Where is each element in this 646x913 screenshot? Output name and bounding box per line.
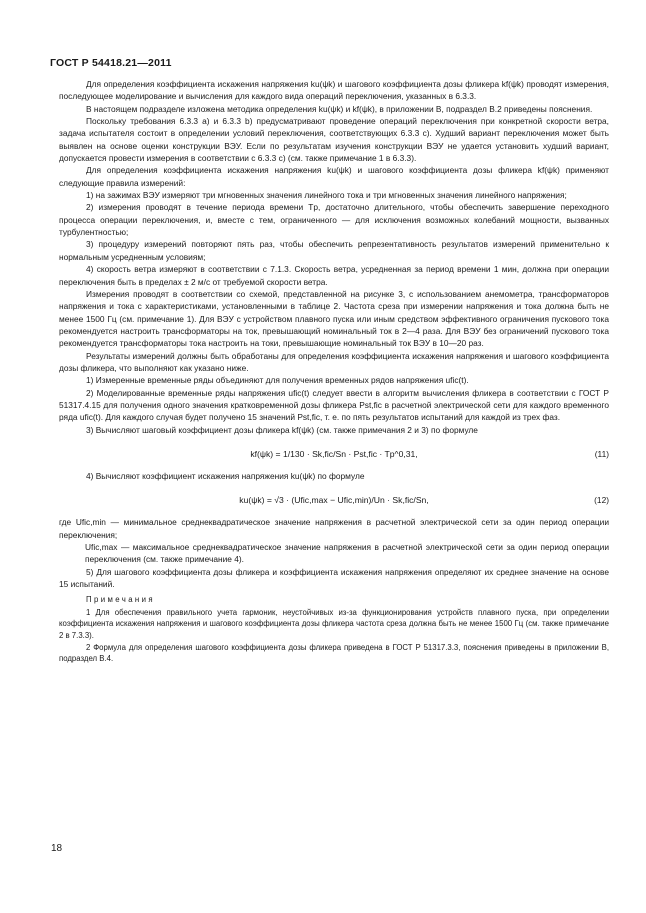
step-3: 3) Вычисляют шаговый коэффициент дозы фликера kf(ψk) (см. также примечания 2 и 3) по формуле	[86, 424, 478, 435]
paragraph-1: Для определения коэффициента искажения напряжения ku(ψk) и шагового коэффициента дозы фликера kf(ψk) проводят измерения, последующее моделирование и вычисления для каждого вида операций переключения, указанных в 6.3.3.	[59, 79, 609, 102]
notes-title: Примечания	[86, 595, 156, 605]
page-number: 18	[51, 843, 63, 854]
rule-4: 4) скорость ветра измеряют в соответствии с 7.1.3. Скорость ветра, усредненная за период времени 1 мин, должна при операции переключения быть в пределах ± 2 м/с от требуемой скорости ветра.	[59, 264, 609, 287]
note-2: 2 Формула для определения шагового коэффициента дозы фликера приведена в ГОСТ Р 51317.3.3, пояснения приведены в приложении В, подраздел В.4.	[59, 642, 609, 664]
paragraph-2: В настоящем подразделе изложена методика определения ku(ψk) и kf(ψk), в приложении В, подраздел В.2 приведены пояснения.	[86, 103, 593, 114]
document-header: ГОСТ Р 54418.21—2011	[50, 57, 172, 69]
formula-12-number: (12)	[594, 495, 609, 506]
formula-11-number: (11)	[594, 448, 609, 459]
step-1: 1) Измеренные временные ряды объединяют для получения временных рядов напряжения ufic(t).	[86, 375, 469, 386]
formula-12-row	[59, 484, 609, 516]
formula-12: ku(ψk) = √3 · (Ufic,max − Ufic,min)/Un · Sk,fic/Sn,	[239, 495, 429, 506]
paragraph-processing: Результаты измерений должны быть обработаны для определения коэффициента искажения напряжения и шагового коэффициента дозы фликера, что выполняют как указано ниже.	[59, 350, 609, 373]
step-4: 4) Вычисляют коэффициент искажения напряжения ku(ψk) по формуле	[86, 470, 365, 481]
rule-1: 1) на зажимах ВЭУ измеряют три мгновенных значения линейного тока и три мгновенных значения линейного напряжения;	[86, 190, 567, 201]
note-1: 1 Для обеспечения правильного учета гармоник, неустойчивых из-за функционирования устройств плавного пуска, при определении коэффициента искажения напряжения и шагового коэффициента дозы фликера частота среза должна быть не менее 1500 Гц (см. также примечание 2 в 7.3.3).	[59, 607, 609, 640]
formula-11-row	[59, 438, 609, 470]
rule-3: 3) процедуру измерений повторяют пять раз, чтобы обеспечить репрезентативность результатов измерений применительно к нормальным усредненным условиям;	[59, 239, 609, 262]
rule-2: 2) измерения проводят в течение периода времени Tp, достаточно длительного, чтобы обеспечить завершение переходного процесса операции переключения, и, вместе с тем, ограниченного — для исключения возможных колебаний мощности, вызванных турбулентностью;	[59, 202, 609, 238]
step-2: 2) Моделированные временные ряды напряжения ufic(t) следует ввести в алгоритм вычисления фликера в соответствии с ГОСТ Р 51317.4.15 для получения одного значения кратковременной дозы фликера Pst,fic в расчетной электрической сети для каждого временного ряда ufic(t). Для каждого случая будет получено 15 значений Pst,fic, т. е. по пять результатов испытаний для каждой из трех фаз.	[59, 387, 609, 423]
page-body	[59, 78, 609, 665]
paragraph-4: Для определения коэффициента искажения напряжения ku(ψk) и шагового коэффициента дозы фликера kf(ψk) применяют следующие правила измерений:	[59, 165, 609, 188]
formula-11: kf(ψk) = 1/130 · Sk,fic/Sn · Pst,fic · Tp^0,31,	[250, 448, 418, 459]
where-line-2: Ufic,max — максимальное среднеквадратическое значение напряжения в расчетной электрической сети за один период операции переключения (см. также примечание 4).	[85, 542, 609, 565]
where-line-1: где Ufic,min — минимальное среднеквадратическое значение напряжения в расчетной электрической сети за один период операции переключения;	[59, 517, 609, 540]
paragraph-measurements: Измерения проводят в соответствии со схемой, представленной на рисунке 3, с использованием анемометра, трансформаторов напряжения и тока с характеристиками, установленными в таблице 2. Частота среза при измерении напряжения и тока должна быть не менее 1500 Гц (см. примечание 1). Для ВЭУ с устройством плавного пуска или иным средством эффективного ограничения пускового тока рекомендуется настроить трансформаторы на ток, превышающий номинальный ток в 2—4 раза. Для ВЭУ без ограничений пускового тока рекомендуется трансформаторы тока настроить на токи, превышающие номинальный ток ВЭУ в 10—20 раз.	[59, 288, 609, 349]
paragraph-3: Поскольку требования 6.3.3 а) и 6.3.3 b) предусматривают проведение операций переключения при конкретной скорости ветра, задача испытателя состоит в определении условий переключения, соответствующих 6.3.3 с). Худший вариант переключения может быть выявлен на основе оценки конструкции ВЭУ. Если по результатам изучения конструкции ВЭУ не удается установить худший вариант, допускается провести измерения в соответствии с 6.3.3 с) (см. также примечание 1 в 6.3.3).	[59, 116, 609, 164]
step-5: 5) Для шагового коэффициента дозы фликера и коэффициента искажения напряжения определяют их среднее значение на основе 15 испытаний.	[59, 566, 609, 590]
